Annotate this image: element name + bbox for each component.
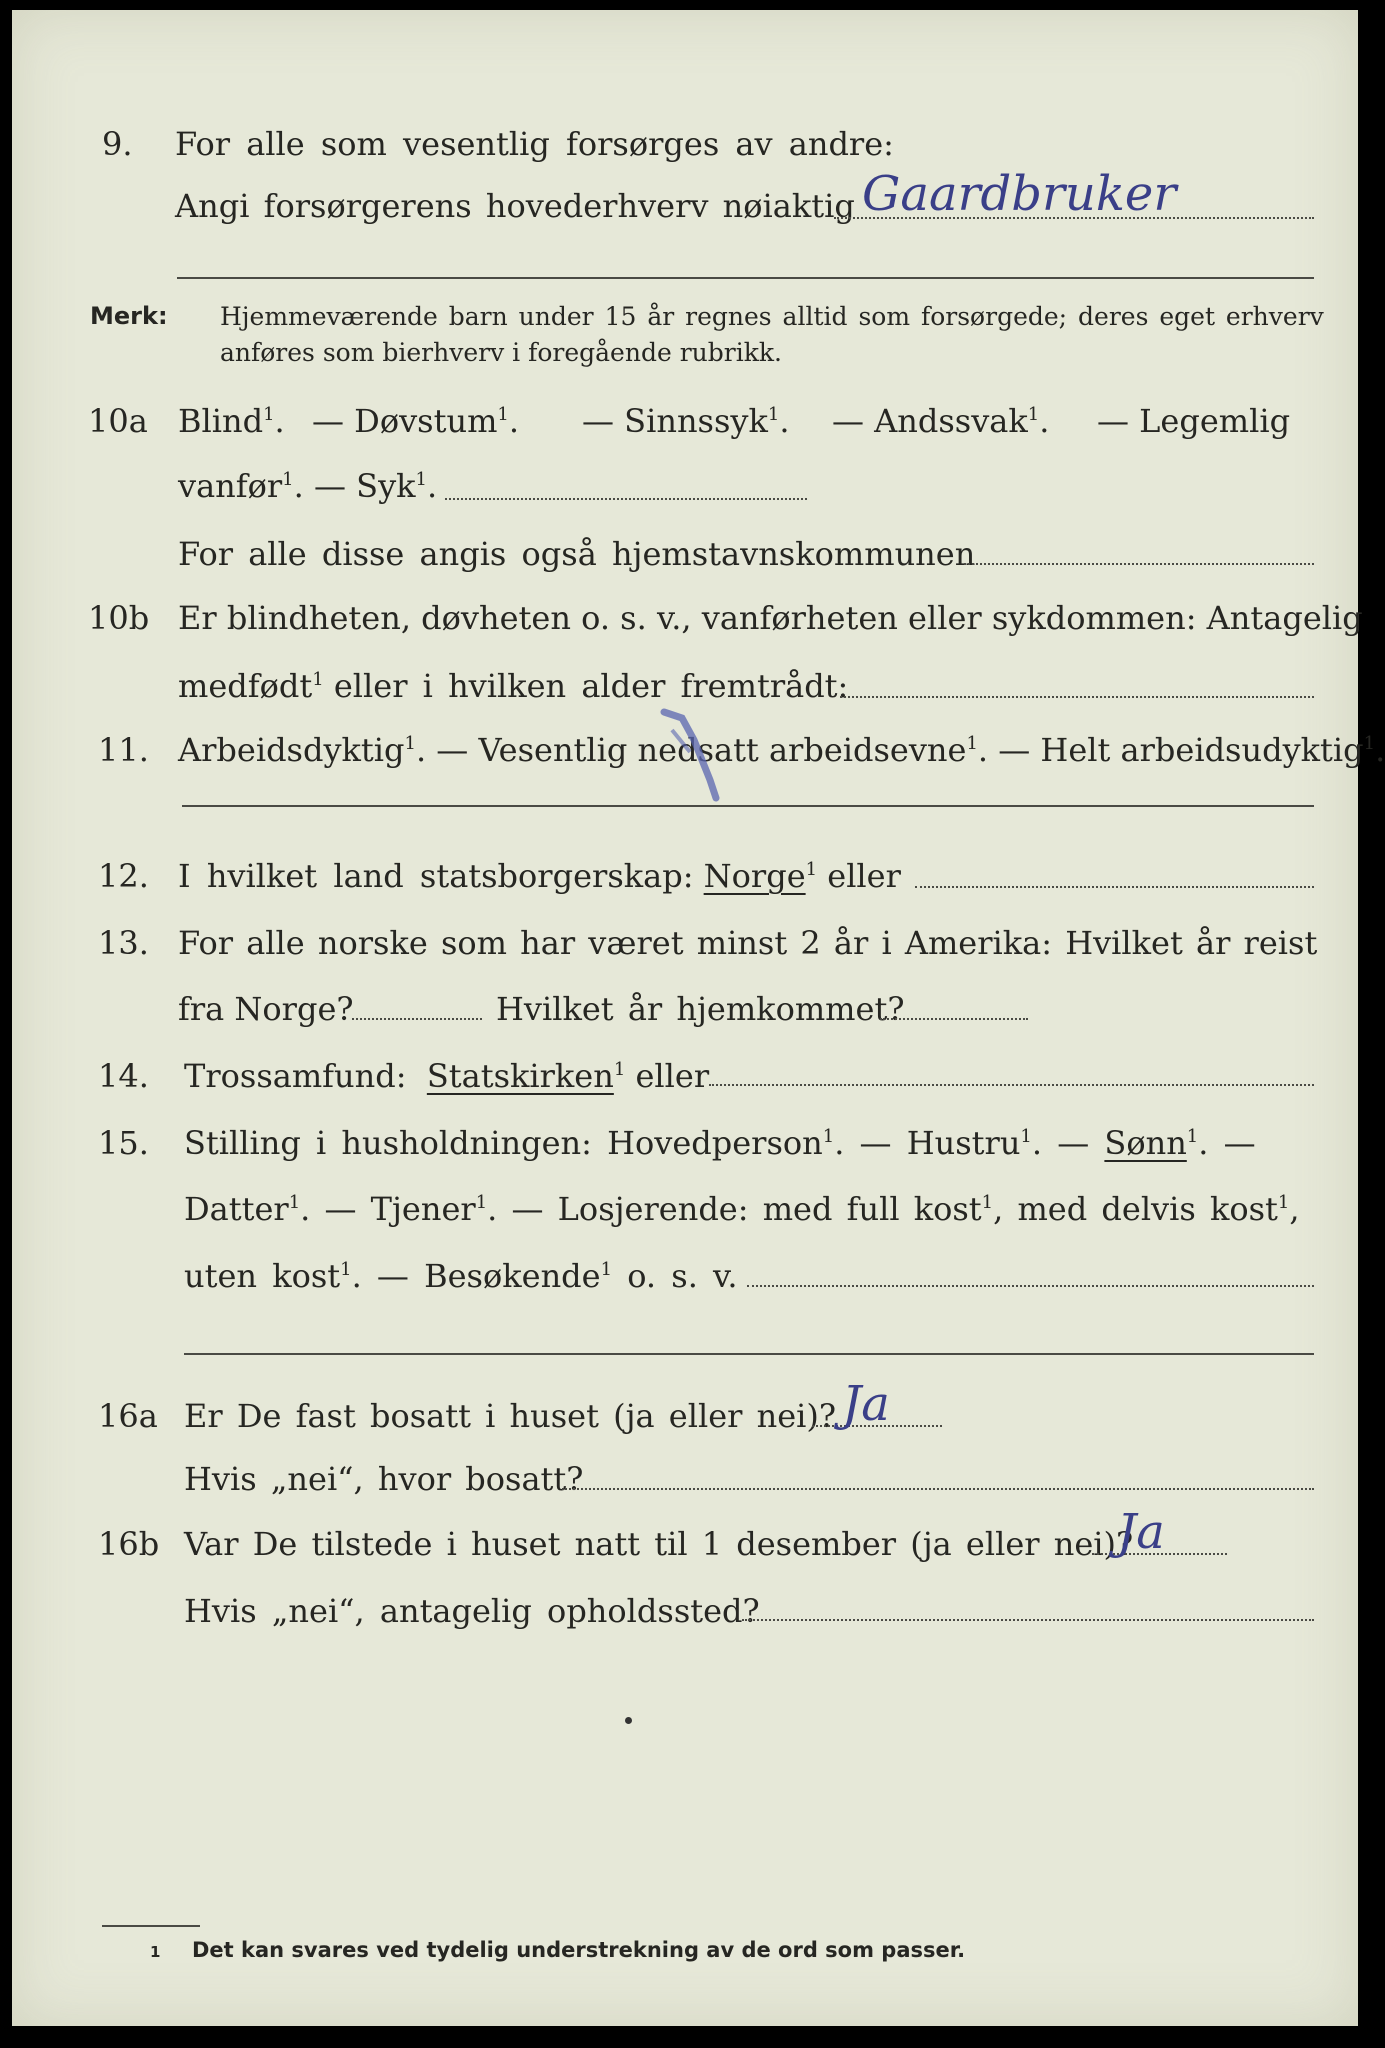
q10b-alder-line — [840, 696, 1314, 698]
q16a-number: 16a — [98, 1397, 158, 1435]
q10a-option-vanfor: vanfør$^1$. — Syk$^1$. — [178, 467, 438, 505]
q15-rule — [184, 1353, 1314, 1355]
q10a-line3: For alle disse angis også hjemstavnskommunen — [178, 535, 976, 573]
merk-line1: Hjemmeværende barn under 15 år regnes alltid som forsørgede; deres eget erhverv — [220, 302, 1324, 331]
q14-number: 14. — [98, 1057, 149, 1095]
q13-number: 13. — [98, 924, 149, 962]
q16a-line2: Hvis „nei“, hvor bosatt? — [184, 1460, 584, 1498]
q16b-opholdssted-line — [742, 1619, 1314, 1621]
q13-line2b: Hvilket år hjemkommet? — [496, 990, 905, 1028]
q9-handwritten-answer: Gaardbruker — [862, 166, 1177, 222]
q12-answer-line — [915, 886, 1314, 888]
q10a-syk-line — [445, 498, 807, 500]
q10a-option-legemlig: — Legemlig — [1097, 402, 1291, 440]
q16a-handwritten-answer: Ja — [842, 1376, 890, 1432]
q16a-line1: Er De fast bosatt i huset (ja eller nei)? — [184, 1397, 837, 1435]
q13-line1: For alle norske som har været minst 2 år i Amerika: Hvilket år reist — [178, 924, 1318, 962]
q10b-line2: medfødt$^1$ eller i hvilken alder fremtrådt: — [178, 667, 849, 705]
q9-number: 9. — [102, 125, 133, 163]
q14-answer-line — [709, 1084, 1314, 1086]
q16a-bosatt-line — [562, 1488, 1314, 1490]
q10a-option-dovstum: — Døvstum$^1$. — [312, 402, 520, 440]
q9-rule — [177, 277, 1314, 279]
q13-reist-line — [352, 1018, 482, 1020]
q12-line: I hvilket land statsborgerskap: Norge$^1$ eller — [178, 857, 901, 895]
q15-line2: Datter$^1$. — Tjener$^1$. — Losjerende: med full kost$^1$, med delvis kost$^1$, — [184, 1190, 1300, 1228]
q15-line1: Stilling i husholdningen: Hovedperson$^1$. — Hustru$^1$. — Sønn$^1$. — — [184, 1124, 1256, 1162]
q9-line2: Angi forsørgerens hovederhverv nøiaktig — [175, 187, 855, 225]
q15-number: 15. — [98, 1124, 149, 1162]
q10a-number: 10a — [88, 402, 148, 440]
q16b-line2: Hvis „nei“, antagelig opholdssted? — [184, 1592, 760, 1630]
q9-line1: For alle som vesentlig forsørges av andre: — [175, 125, 894, 163]
ink-stroke-mark — [642, 700, 742, 810]
footnote-rule — [102, 1925, 200, 1927]
q16b-line1: Var De tilstede i huset natt til 1 desember (ja eller nei)? — [184, 1525, 1134, 1563]
footnote-text: Det kan svares ved tydelig understrekning av de ord som passer. — [192, 1938, 966, 1962]
q16b-number: 16b — [98, 1525, 160, 1563]
q12-number: 12. — [98, 857, 149, 895]
q13-hjemkommet-line — [880, 1018, 1028, 1020]
q13-line2a: fra Norge? — [178, 990, 354, 1028]
merk-line2: anføres som bierhverv i foregående rubrikk. — [220, 338, 782, 367]
ink-dot — [625, 1717, 632, 1724]
q15-line3: uten kost$^1$. — Besøkende$^1$ o. s. v. — [184, 1257, 738, 1295]
q10a-option-sinnssyk: — Sinnssyk$^1$. — [582, 402, 790, 440]
q10a-hjemstavn-line — [964, 563, 1314, 565]
merk-label: Merk: — [90, 302, 168, 330]
q11-rule — [182, 805, 1314, 807]
q10b-line1: Er blindheten, døvheten o. s. v., vanførheten eller sykdommen: Antagelig — [178, 599, 1363, 637]
footnote-mark: 1 — [150, 1943, 161, 1961]
q10b-number: 10b — [88, 599, 150, 637]
q10a-option-blind: Blind$^1$. — [178, 402, 285, 440]
census-form-page — [12, 10, 1385, 2026]
q15-answer-line — [747, 1285, 1314, 1287]
q11-options: Arbeidsdyktig$^1$. — Vesentlig nedsatt arbeidsevne$^1$. — Helt arbeidsudyktig$^1$. — [178, 731, 1385, 769]
q11-number: 11. — [98, 731, 149, 769]
q16b-handwritten-answer: Ja — [1117, 1504, 1165, 1560]
q10a-option-andssvak: — Andssvak$^1$. — [832, 402, 1050, 440]
q14-line: Trossamfund: Statskirken$^1$ eller — [184, 1057, 710, 1095]
